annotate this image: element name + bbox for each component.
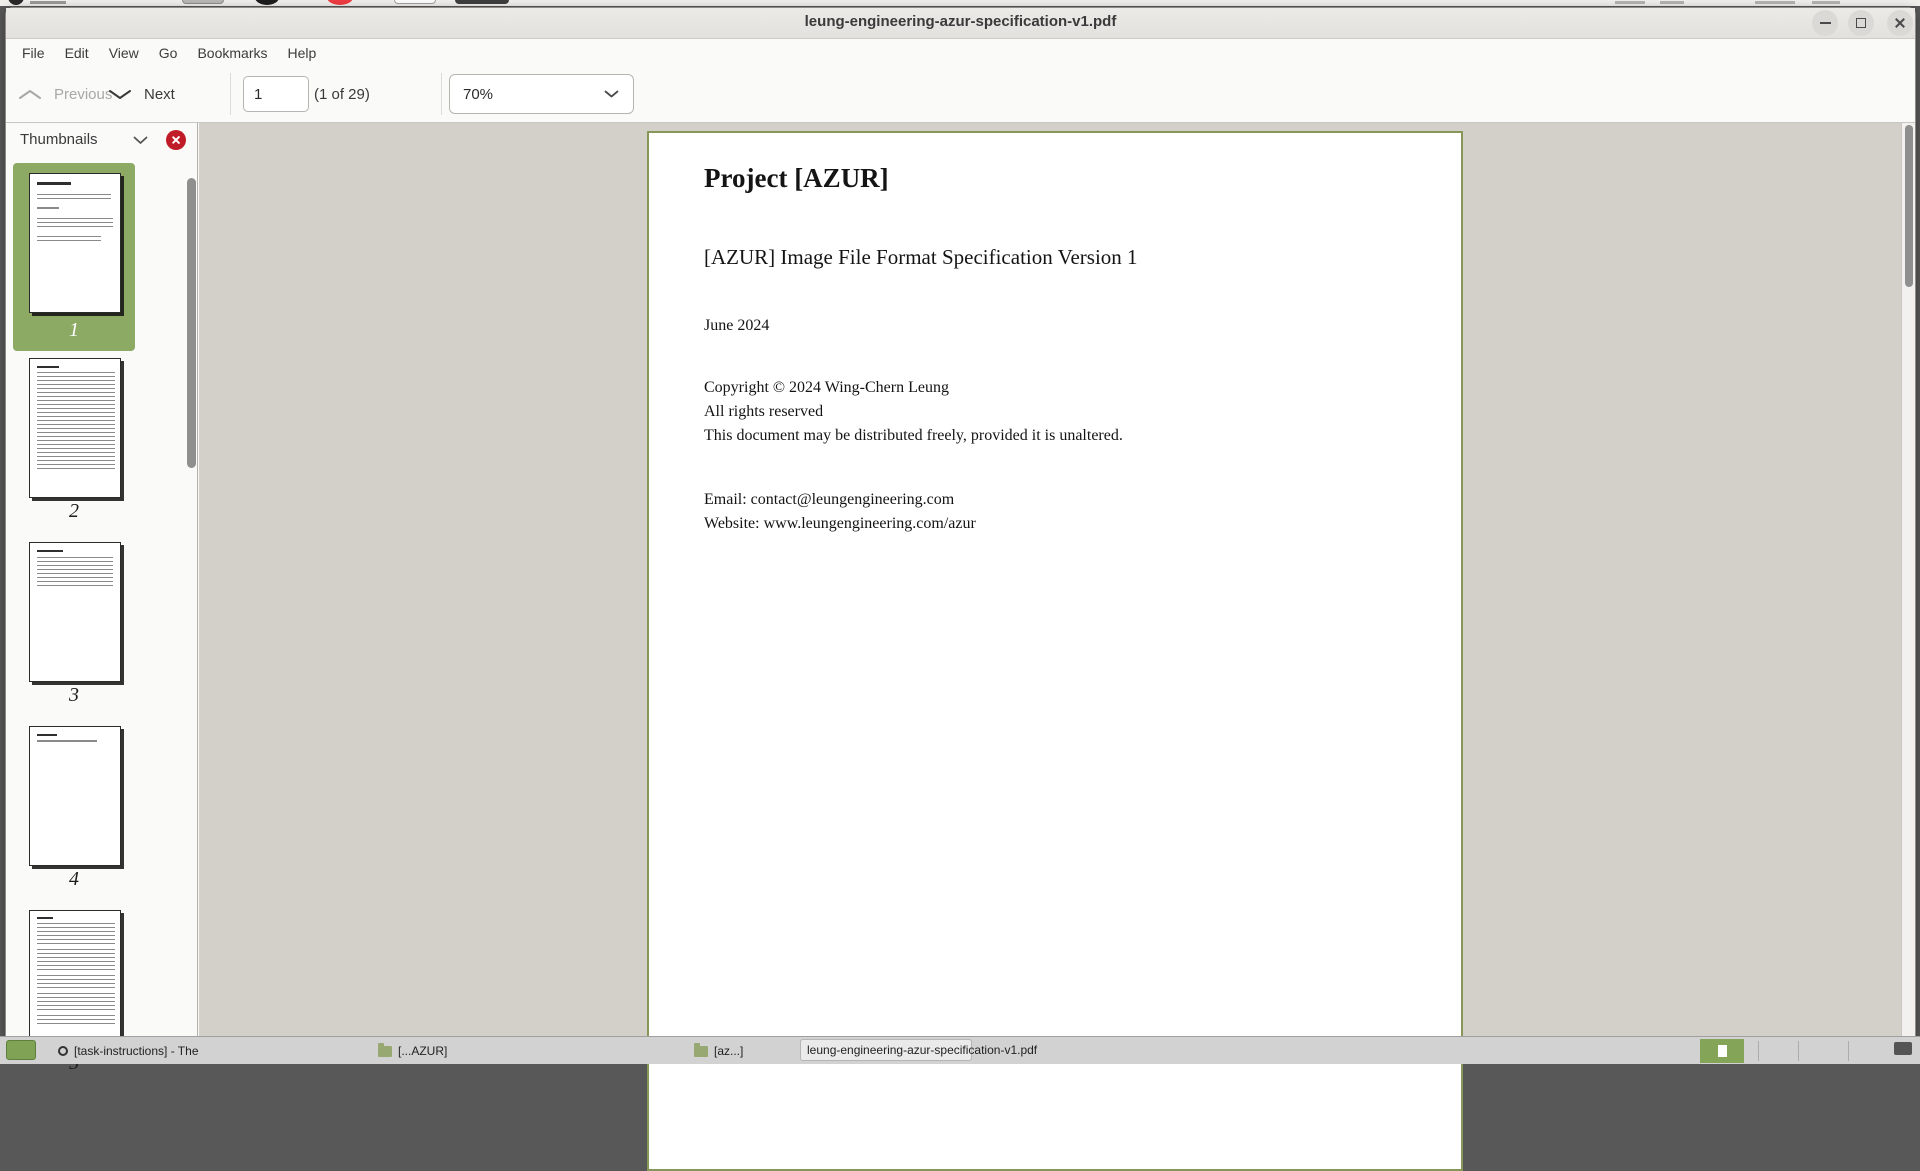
panel-button-dark <box>455 0 509 4</box>
menu-help[interactable]: Help <box>287 44 317 61</box>
copyright-line-3: This document may be distributed freely, provided it is unaltered. <box>704 427 1123 444</box>
copyright-line-1: Copyright © 2024 Wing-Chern Leung <box>704 379 949 396</box>
next-page-button[interactable] <box>108 65 175 123</box>
menu-edit[interactable]: Edit <box>64 44 89 61</box>
previous-page-button[interactable] <box>18 65 112 123</box>
sidebar <box>6 123 198 1036</box>
taskbar-separator <box>1848 1041 1849 1061</box>
taskbar-folder-1[interactable] <box>378 1040 447 1062</box>
menu-file[interactable]: File <box>22 44 45 61</box>
sidebar-close-button[interactable] <box>166 130 186 150</box>
folder-icon <box>378 1046 392 1057</box>
titlebar[interactable] <box>6 8 1915 39</box>
chevron-down-icon <box>604 90 619 98</box>
previous-label: Previous <box>54 85 113 103</box>
zoom-level-select[interactable] <box>449 74 634 114</box>
panel-button-light <box>394 0 436 4</box>
thumbnail-number: 4 <box>69 868 79 890</box>
document-title: Project [AZUR] <box>704 163 889 193</box>
folder-icon <box>694 1046 708 1057</box>
document-subtitle: [AZUR] Image File Format Specification Version 1 <box>704 245 1138 269</box>
menu-go[interactable]: Go <box>158 44 178 61</box>
sidebar-scrollbar[interactable] <box>185 158 197 1036</box>
taskbar-active-window-label: leung-engineering-azur-specification-v1.pdf <box>807 1043 1038 1057</box>
taskbar-search-label: [task-instructions] - The <box>74 1044 199 1058</box>
thumbnail-preview <box>29 173 121 313</box>
document-viewer[interactable] <box>199 123 1901 1036</box>
chevron-down-icon[interactable] <box>133 136 148 145</box>
sidebar-scrollbar-thumb[interactable] <box>187 178 196 468</box>
document-email: Email: contact@leungengineering.com <box>704 491 955 508</box>
panel-status-fragment <box>1660 1 1684 4</box>
menu-bookmarks[interactable]: Bookmarks <box>197 44 268 61</box>
next-label: Next <box>144 85 175 103</box>
page-count-label: (1 of 29) <box>314 85 370 103</box>
taskbar-active-window-button[interactable] <box>800 1039 1038 1061</box>
taskbar <box>0 1036 1920 1064</box>
page-number-input[interactable] <box>243 76 309 112</box>
menu-view[interactable]: View <box>108 44 139 61</box>
close-icon <box>171 135 181 145</box>
tray-icon[interactable] <box>1894 1042 1912 1055</box>
pdf-page-1 <box>647 131 1463 1171</box>
content-area <box>6 123 1915 1036</box>
taskbar-separator <box>1758 1041 1759 1061</box>
main-scrollbar[interactable] <box>1901 123 1915 1036</box>
sidebar-header <box>6 123 197 158</box>
toolbar-separator <box>441 73 442 115</box>
taskbar-folder-2-label: [az...] <box>714 1044 744 1058</box>
thumbnail-preview <box>29 910 121 1050</box>
taskbar-folder-2[interactable] <box>694 1040 743 1062</box>
thumbnail-page-1[interactable] <box>13 163 135 351</box>
maximize-button[interactable] <box>1848 10 1874 36</box>
panel-status-fragment <box>1615 1 1645 4</box>
panel-button-gray <box>182 0 224 4</box>
panel-icon-red <box>327 0 353 5</box>
thumbnail-preview <box>29 542 121 682</box>
thumbnail-number: 3 <box>69 684 79 706</box>
panel-status-fragment <box>1755 1 1795 4</box>
thumbnail-preview <box>29 726 121 866</box>
thumbnail-page-3[interactable] <box>13 528 135 712</box>
toolbar-separator <box>230 73 231 115</box>
close-icon <box>1894 17 1906 29</box>
sidebar-title: Thumbnails <box>20 131 98 148</box>
taskbar-folder-1-label: [...AZUR] <box>398 1044 448 1058</box>
app-logo-icon <box>8 0 24 5</box>
tray-active-item[interactable] <box>1700 1039 1744 1063</box>
thumbnail-page-2[interactable] <box>13 344 135 528</box>
copyright-line-2: All rights reserved <box>704 403 824 420</box>
menubar <box>6 40 1915 65</box>
panel-status-fragment <box>1812 1 1840 4</box>
thumbnail-page-4[interactable] <box>13 712 135 896</box>
document-icon <box>1718 1045 1727 1057</box>
start-menu-button[interactable] <box>6 1040 36 1060</box>
taskbar-separator <box>1798 1041 1799 1061</box>
maximize-icon <box>1856 18 1866 28</box>
chevron-down-icon <box>108 89 132 100</box>
zoom-value: 70% <box>463 85 494 103</box>
pdf-viewer-window <box>5 7 1916 1037</box>
minimize-icon <box>1820 22 1831 24</box>
chevron-up-icon <box>18 89 42 100</box>
minimize-button[interactable] <box>1812 10 1838 36</box>
document-date: June 2024 <box>704 317 770 334</box>
close-button[interactable] <box>1887 10 1913 36</box>
thumbnail-preview <box>29 358 121 498</box>
panel-icon-dark <box>255 0 279 5</box>
toolbar <box>6 65 1915 123</box>
panel-text-fragment <box>30 1 66 4</box>
search-icon <box>58 1046 68 1056</box>
taskbar-search-item[interactable] <box>58 1040 199 1062</box>
thumbnail-number: 2 <box>69 500 79 522</box>
window-title: leung-engineering-azur-specification-v1.pdf <box>804 13 1117 30</box>
thumbnail-number: 1 <box>69 319 79 341</box>
desktop-top-panel <box>0 0 1920 6</box>
document-website: Website: www.leungengineering.com/azur <box>704 515 976 532</box>
main-scrollbar-thumb[interactable] <box>1905 125 1913 287</box>
